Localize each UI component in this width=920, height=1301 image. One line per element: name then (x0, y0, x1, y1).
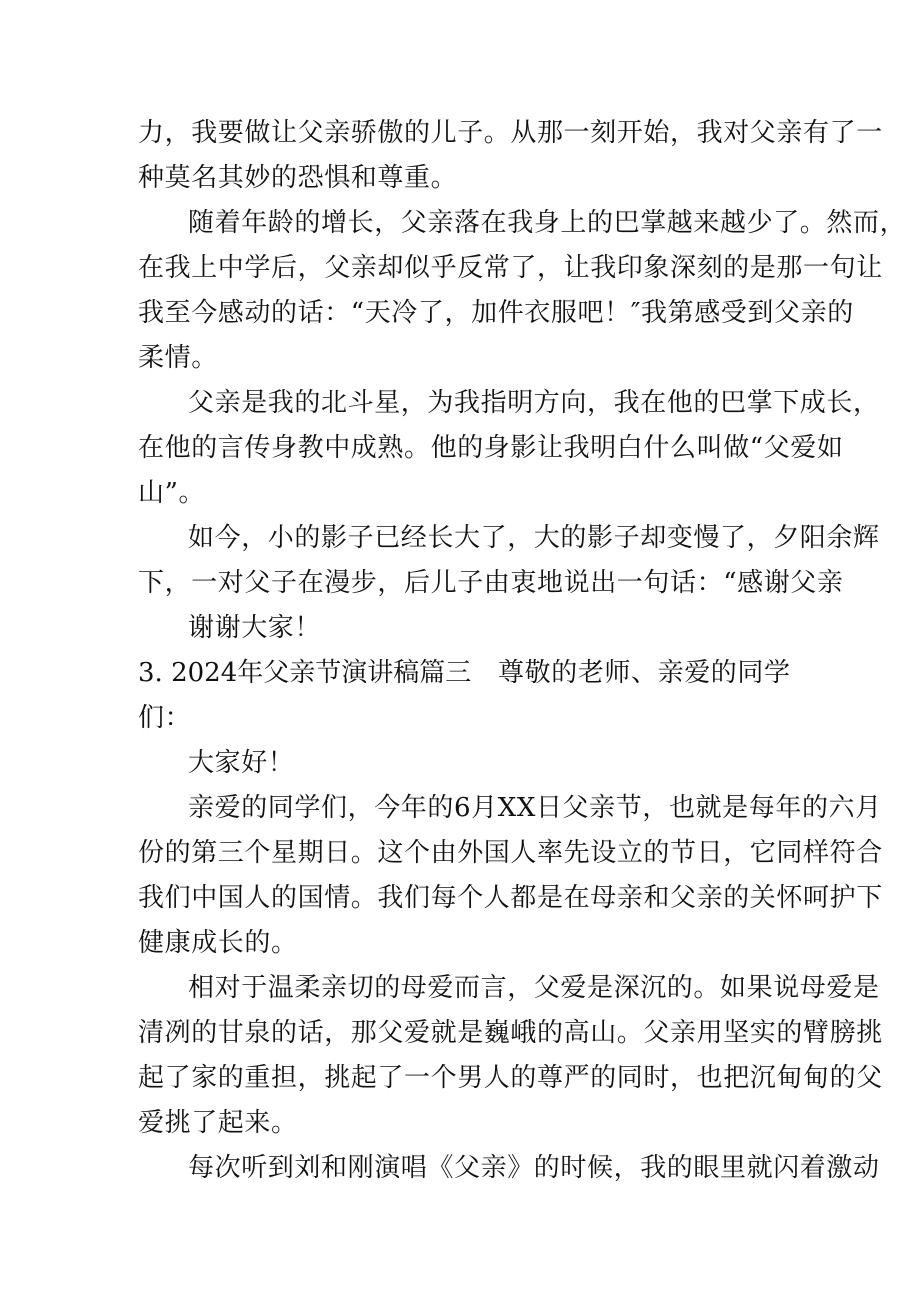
text-line: 在我上中学后，父亲却似乎反常了，让我印象深刻的是那一句让 (138, 253, 883, 283)
paragraph-start-line: 如今，小的影子已经长大了，大的影子却变慢了，夕阳余辉 (188, 523, 880, 553)
text-line: 柔情。 (138, 343, 218, 373)
text-line: 爱挑了起来。 (138, 1108, 298, 1138)
text-line: 下，一对父子在漫步，后儿子由衷地说出一句话：“感谢父亲 (138, 568, 844, 598)
greeting-line: 大家好！ (188, 748, 295, 778)
text-line: 种莫名其妙的恐惧和尊重。 (138, 163, 458, 193)
paragraph-start-line: 亲爱的同学们，今年的6月XX日父亲节，也就是每年的六月 (188, 793, 882, 823)
text-line: 山”。 (138, 478, 206, 508)
greeting-line: 尊敬的老师、亲爱的同学 (498, 658, 791, 688)
text-line: 份的第三个星期日。这个由外国人率先设立的节日，它同样符合 (138, 838, 883, 868)
text-line: 在他的言传身教中成熟。他的身影让我明白什么叫做“父爱如 (138, 433, 844, 463)
text-line: 们： (138, 703, 192, 733)
text-line: 健康成长的。 (138, 928, 298, 958)
text-line: 清冽的甘泉的话，那父爱就是巍峨的高山。父亲用坚实的臂膀挑 (138, 1018, 883, 1048)
text-line: 起了家的重担，挑起了一个男人的尊严的同时，也把沉甸甸的父 (138, 1063, 883, 1093)
text-line: 力，我要做让父亲骄傲的儿子。从那一刻开始，我对父亲有了一 (138, 118, 883, 148)
closing-line: 谢谢大家！ (188, 613, 322, 643)
paragraph-start-line: 相对于温柔亲切的母爱而言，父爱是深沉的。如果说母爱是 (188, 973, 880, 1003)
paragraph-start-line: 父亲是我的北斗星，为我指明方向，我在他的巴掌下成长， (188, 388, 880, 418)
text-line: 我们中国人的国情。我们每个人都是在母亲和父亲的关怀呵护下 (138, 883, 883, 913)
paragraph-start-line: 随着年龄的增长，父亲落在我身上的巴掌越来越少了。然而， (188, 208, 907, 238)
paragraph-start-line: 每次听到刘和刚演唱《父亲》的时候，我的眼里就闪着激动 (188, 1153, 880, 1183)
text-line: 我至今感动的话：“天冷了，加件衣服吧！″我第感受到父亲的 (138, 298, 854, 328)
section-heading: 3. 2024年父亲节演讲稿篇三 (138, 658, 472, 688)
